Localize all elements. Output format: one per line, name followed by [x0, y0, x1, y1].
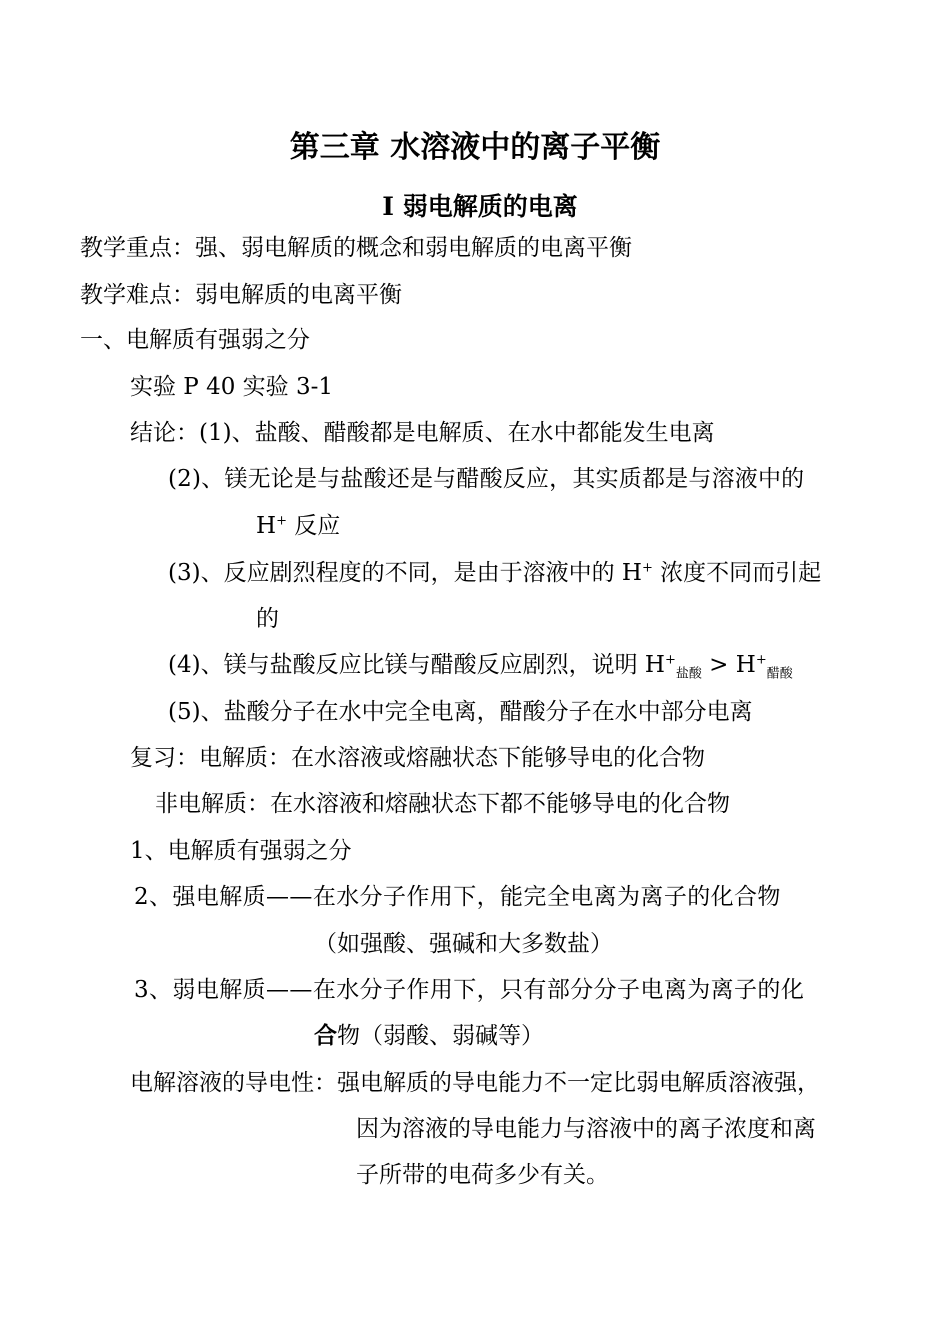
difficulty: 教学难点：弱电解质的电离平衡 — [80, 282, 402, 308]
item-3b — [314, 1021, 544, 1051]
conclusion-1: 结论：(1)、盐酸、醋酸都是电解质、在水中都能发生电离 — [130, 420, 715, 446]
conclusion-2a: (2)、镁无论是与盐酸还是与醋酸反应，其实质都是与溶液中的 — [168, 466, 805, 492]
conclusion-2b-pre: H — [256, 513, 277, 539]
conclusion-3a-sup: + — [641, 560, 653, 576]
key-points: 教学重点：强、弱电解质的概念和弱电解质的电离平衡 — [80, 235, 632, 261]
conclusion-4 — [168, 650, 793, 680]
conclusion-3b: 的 — [256, 606, 279, 632]
conclusion-5: (5)、盐酸分子在水中完全电离，醋酸分子在水中部分电离 — [168, 699, 753, 725]
review-1: 复习：电解质：在水溶液或熔融状态下能够导电的化合物 — [130, 745, 705, 771]
conclusion-4-sub1: 盐酸 — [675, 666, 702, 682]
conductivity-a: 电解溶液的导电性：强电解质的导电能力不一定比弱电解质溶液强， — [130, 1070, 820, 1096]
conclusion-2b-sup: + — [276, 513, 287, 529]
item-1: 1、电解质有强弱之分 — [130, 838, 352, 864]
review-2: 非电解质：在水溶液和熔融状态下都不能够导电的化合物 — [155, 791, 730, 817]
heading-1: 一、电解质有强弱之分 — [80, 327, 310, 353]
conclusion-2b — [256, 511, 340, 541]
item-3b-rest: 物（弱酸、弱碱等） — [337, 1023, 544, 1049]
experiment: 实验 P 40 实验 3-1 — [130, 374, 334, 400]
conductivity-b: 因为溶液的导电能力与溶液中的离子浓度和离 — [356, 1116, 816, 1142]
conclusion-2b-post: 反应 — [286, 513, 341, 539]
section-title: Ⅰ 弱电解质的电离 — [382, 192, 578, 221]
conclusion-3a-post: 浓度不同而引起 — [652, 560, 822, 586]
item-3a: 3、弱电解质——在水分子作用下，只有部分分子电离为离子的化 — [134, 977, 805, 1003]
item-2b: （如强酸、强碱和大多数盐） — [314, 931, 613, 957]
conclusion-3a — [168, 558, 821, 588]
chapter-title: 第三章 水溶液中的离子平衡 — [289, 130, 661, 165]
conclusion-4-mid: > H — [701, 652, 756, 678]
conclusion-4-sup1: + — [664, 652, 676, 668]
conductivity-c: 子所带的电荷多少有关。 — [356, 1162, 609, 1188]
conclusion-4-sub2: 醋酸 — [766, 666, 793, 682]
item-2a: 2、强电解质——在水分子作用下，能完全电离为离子的化合物 — [134, 884, 781, 910]
conclusion-3a-pre: (3)、反应剧烈程度的不同，是由于溶液中的 H — [168, 560, 642, 586]
item-3b-bold: 合 — [314, 1022, 337, 1049]
conclusion-4-sup2: + — [755, 652, 767, 668]
conclusion-4-pre: (4)、镁与盐酸反应比镁与醋酸反应剧烈，说明 H — [168, 652, 665, 678]
